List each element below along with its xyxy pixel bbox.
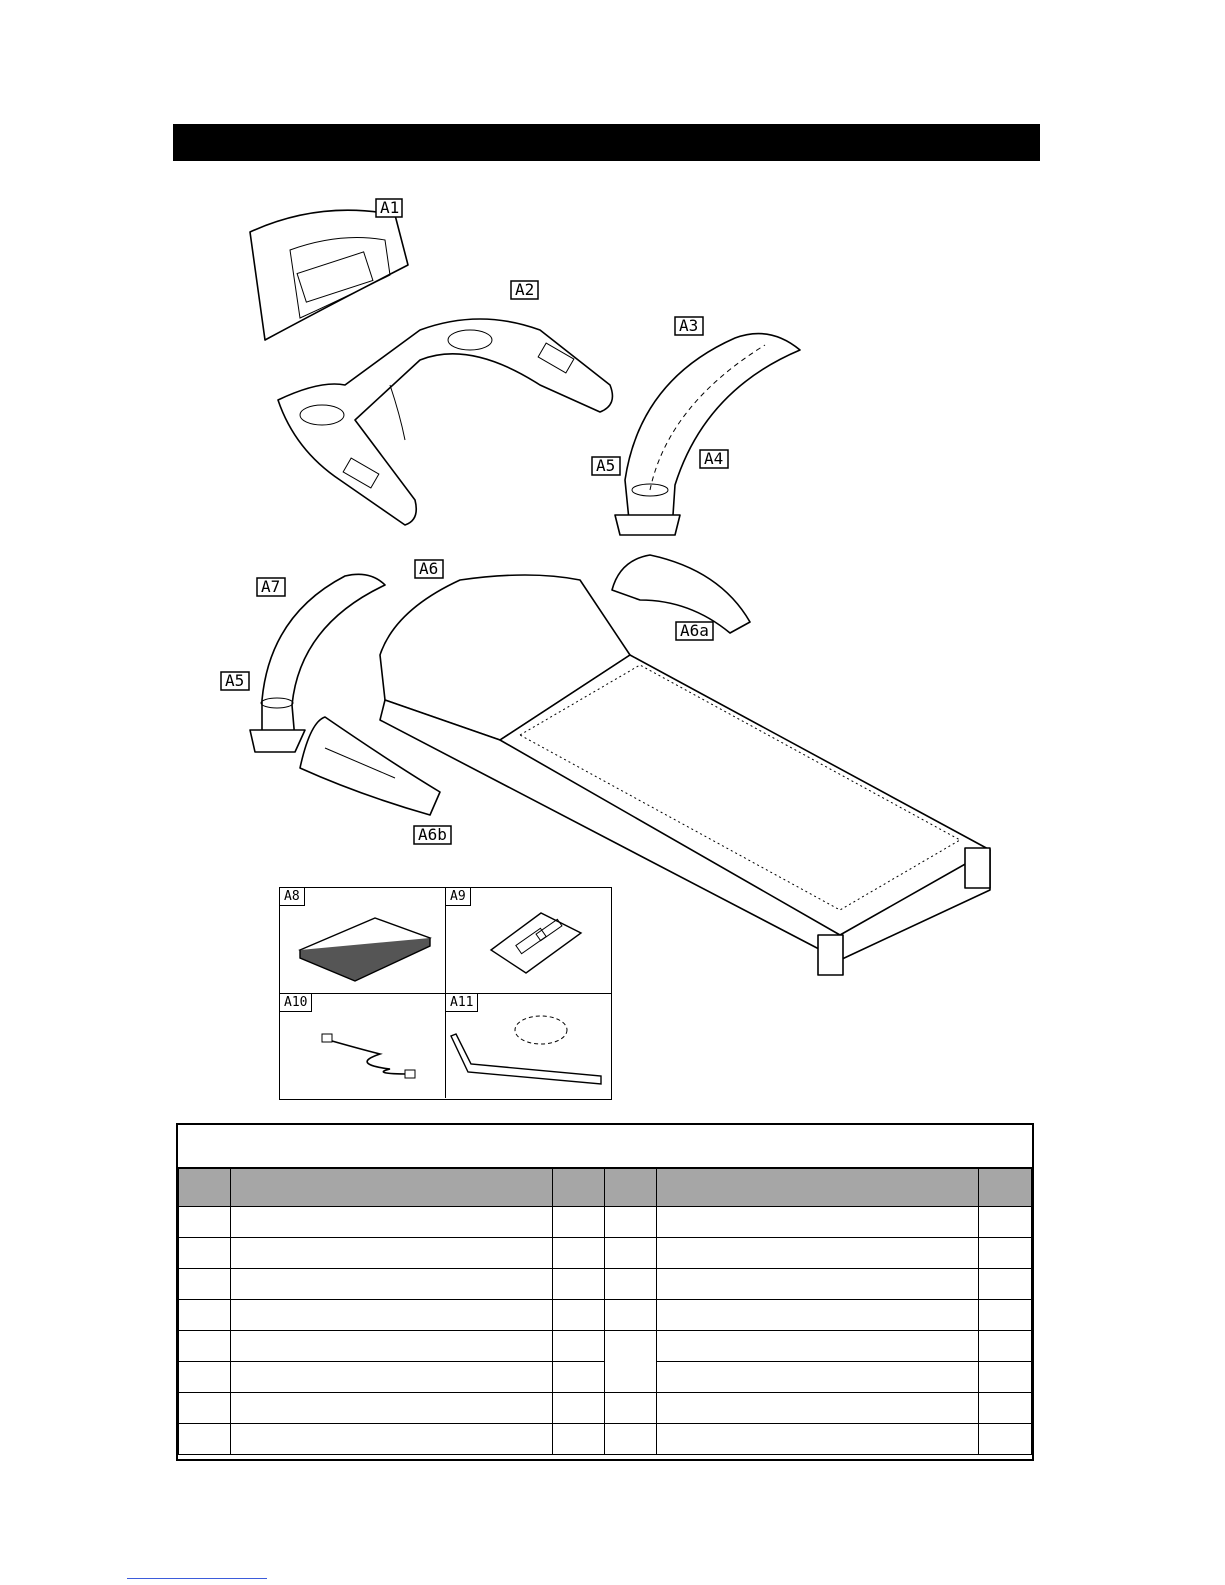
label-a4 — [700, 449, 728, 468]
table-row — [179, 1331, 1032, 1362]
accessory-a8-cell — [280, 888, 446, 994]
header-cell — [553, 1168, 605, 1207]
label-a10: A10 — [280, 994, 312, 1012]
label-a6 — [415, 559, 443, 578]
label-a2 — [511, 280, 538, 299]
svg-text:A1: A1 — [380, 198, 400, 217]
svg-text:A6: A6 — [419, 559, 439, 578]
header-cell — [605, 1168, 657, 1207]
parts-list-table — [176, 1123, 1034, 1461]
accessory-a9-cell — [446, 888, 611, 994]
accessory-a11-cell — [446, 994, 611, 1098]
label-a5-bottom — [221, 671, 249, 690]
table-row — [179, 1238, 1032, 1269]
label-a1 — [376, 198, 402, 217]
label-a8: A8 — [280, 888, 305, 906]
manual-book-icon — [280, 888, 446, 994]
table-row — [179, 1424, 1032, 1455]
footer-link-underline[interactable] — [127, 1578, 267, 1579]
accessories-panel — [279, 887, 612, 1100]
svg-text:A2: A2 — [515, 280, 535, 299]
header-cell — [979, 1168, 1032, 1207]
console-part — [250, 210, 408, 340]
handlebar-frame-part — [278, 319, 612, 525]
label-a3 — [675, 316, 703, 335]
header-cell — [231, 1168, 553, 1207]
table-row — [179, 1393, 1032, 1424]
svg-text:A7: A7 — [261, 577, 281, 596]
header-cell — [657, 1168, 979, 1207]
svg-text:A5: A5 — [596, 456, 616, 475]
svg-text:A5: A5 — [225, 671, 245, 690]
table-row — [179, 1300, 1032, 1331]
header-cell — [179, 1168, 231, 1207]
label-a5-top — [592, 456, 620, 475]
label-a6b — [414, 825, 451, 844]
right-upright-part — [615, 334, 800, 535]
label-a7 — [257, 577, 285, 596]
accessory-a10-cell — [280, 994, 446, 1098]
table-row — [179, 1207, 1032, 1238]
svg-text:A4: A4 — [704, 449, 724, 468]
label-a9: A9 — [446, 888, 471, 906]
svg-text:A3: A3 — [679, 316, 699, 335]
table-header-row — [179, 1168, 1032, 1207]
svg-text:A6a: A6a — [680, 621, 709, 640]
tool-kit-icon — [446, 888, 611, 994]
parts-table-grid — [178, 1167, 1032, 1455]
label-a6a — [676, 621, 713, 640]
svg-text:A6b: A6b — [418, 825, 447, 844]
label-a11: A11 — [446, 994, 478, 1012]
table-row — [179, 1269, 1032, 1300]
